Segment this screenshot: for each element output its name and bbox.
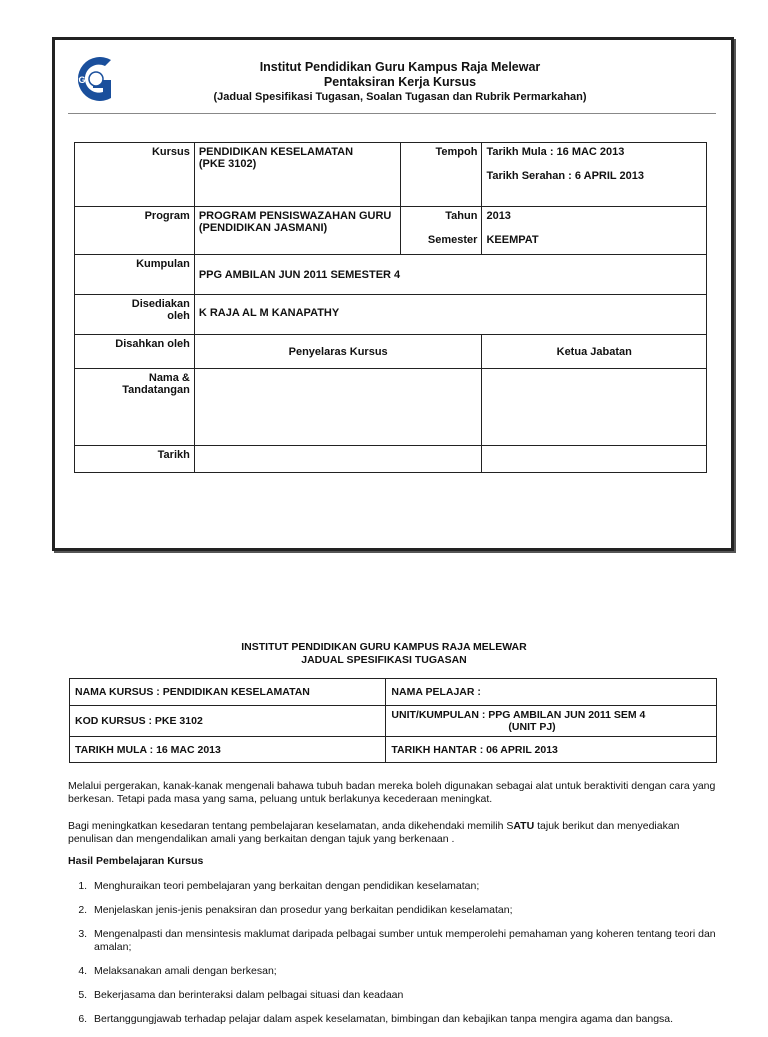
task-spec-table bbox=[69, 678, 717, 763]
kursus-label: Kursus bbox=[75, 143, 195, 207]
list-item: 6. Bertanggungjawab terhadap pelajar dalam aspek keselamatan, bimbingan dan kebajikan tanpa mengira agama dan bangsa. bbox=[90, 1013, 740, 1026]
unit-kumpulan-cell: UNIT/KUMPULAN : PPG AMBILAN JUN 2011 SEM 4 (UNIT PJ) bbox=[386, 706, 717, 737]
learning-outcomes-title: Hasil Pembelajaran Kursus bbox=[68, 855, 204, 867]
nama-pelajar-cell: NAMA PELAJAR : bbox=[386, 679, 717, 706]
table-row bbox=[70, 706, 717, 737]
kumpulan-label: Kumpulan bbox=[75, 255, 195, 295]
ketua-date-cell bbox=[482, 446, 707, 473]
tempoh-label: Tempoh bbox=[400, 143, 482, 207]
section-subtitle: JADUAL SPESIFIKASI TUGASAN bbox=[301, 654, 467, 666]
ketua-header: Ketua Jabatan bbox=[482, 335, 707, 369]
ketua-signature-cell bbox=[482, 369, 707, 446]
table-row bbox=[70, 679, 717, 706]
header-title: Institut Pendidikan Guru Kampus Raja Melewar bbox=[259, 60, 541, 74]
tarikh-hantar-cell: TARIKH HANTAR : 06 APRIL 2013 bbox=[386, 737, 717, 763]
tahun-semester-value: 2013 KEEMPAT bbox=[482, 207, 707, 255]
list-item: 4. Melaksanakan amali dengan berkesan; bbox=[90, 965, 740, 978]
program-label: Program bbox=[75, 207, 195, 255]
tarikh-label: Tarikh bbox=[75, 446, 195, 473]
table-row bbox=[75, 207, 707, 255]
penyelaras-signature-cell bbox=[194, 369, 482, 446]
disediakan-value: K RAJA AL M KANAPATHY bbox=[194, 295, 706, 335]
header-subtitle: Pentaksiran Kerja Kursus bbox=[323, 75, 477, 89]
table-row bbox=[75, 369, 707, 446]
section-title: INSTITUT PENDIDIKAN GURU KAMPUS RAJA MELEWAR bbox=[241, 641, 527, 653]
nama-label: Nama & Tandatangan bbox=[75, 369, 195, 446]
table-row bbox=[75, 446, 707, 473]
course-info-table bbox=[74, 142, 707, 473]
list-item: 3. Mengenalpasti dan mensintesis maklumat daripada pelbagai sumber untuk memperolehi pemahaman yang koheren tentang teori dan amalan; bbox=[90, 928, 740, 954]
kursus-value: PENDIDIKAN KESELAMATAN (PKE 3102) bbox=[194, 143, 400, 207]
svg-text:IPG: IPG bbox=[70, 75, 86, 85]
tempoh-value: Tarikh Mula : 16 MAC 2013 Tarikh Serahan : 6 APRIL 2013 bbox=[482, 143, 707, 207]
penyelaras-date-cell bbox=[194, 446, 482, 473]
learning-outcomes-list bbox=[68, 880, 740, 1037]
intro-paragraph: Melalui pergerakan, kanak-kanak mengenali bahawa tubuh badan mereka boleh digunakan sebagai alat untuk beraktiviti dengan cara yang berkesan. Tetapi pada masa yang sama, peluang untuk berlakunya kecederaan meningkat. bbox=[68, 780, 716, 805]
disediakan-label: Disediakan oleh bbox=[75, 295, 195, 335]
nama-kursus-cell: NAMA KURSUS : PENDIDIKAN KESELAMATAN bbox=[70, 679, 386, 706]
header-divider bbox=[68, 113, 716, 114]
list-item: 2. Menjelaskan jenis-jenis penaksiran dan prosedur yang berkaitan pendidikan keselamatan; bbox=[90, 904, 740, 917]
tarikh-mula-cell: TARIKH MULA : 16 MAC 2013 bbox=[70, 737, 386, 763]
list-item: 5. Bekerjasama dan berinteraksi dalam pelbagai situasi dan keadaan bbox=[90, 989, 740, 1002]
table-row bbox=[75, 255, 707, 295]
instruction-paragraph: Bagi meningkatkan kesedaran tentang pembelajaran keselamatan, anda dikehendaki memilih SATU tajuk berikut dan menyediakan penulisan dan mengendalikan amali yang berkaitan dengan tajuk yang berkenaan . bbox=[68, 820, 680, 845]
table-row bbox=[70, 737, 717, 763]
kumpulan-value: PPG AMBILAN JUN 2011 SEMESTER 4 bbox=[194, 255, 706, 295]
table-row bbox=[75, 335, 707, 369]
table-row bbox=[75, 143, 707, 207]
tahun-semester-label: Tahun Semester bbox=[400, 207, 482, 255]
list-item: 1. Menghuraikan teori pembelajaran yang berkaitan dengan pendidikan keselamatan; bbox=[90, 880, 740, 893]
table-row bbox=[75, 295, 707, 335]
kod-kursus-cell: KOD KURSUS : PKE 3102 bbox=[70, 706, 386, 737]
disahkan-label: Disahkan oleh bbox=[75, 335, 195, 369]
penyelaras-header: Penyelaras Kursus bbox=[194, 335, 482, 369]
program-value: PROGRAM PENSISWAZAHAN GURU (PENDIDIKAN JASMANI) bbox=[194, 207, 400, 255]
header-description: (Jadual Spesifikasi Tugasan, Soalan Tugasan dan Rubrik Permarkahan) bbox=[213, 91, 587, 103]
ipg-logo bbox=[67, 52, 117, 106]
